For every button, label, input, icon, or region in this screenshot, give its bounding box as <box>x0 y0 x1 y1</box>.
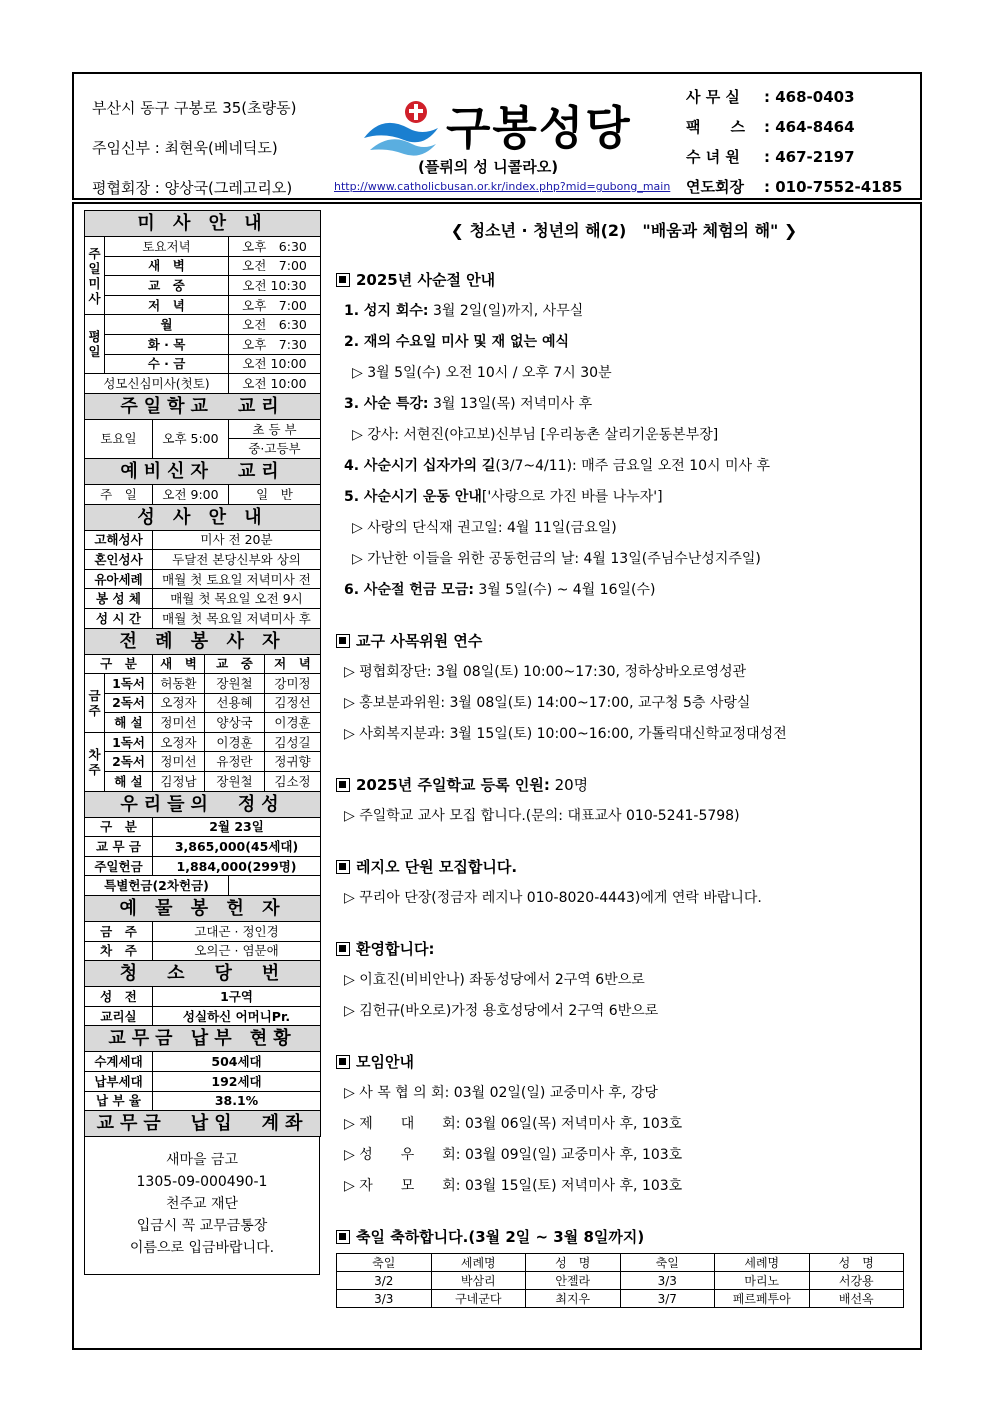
welcome-item: ▷ 이효진(비비안나) 좌동성당에서 2구역 6반으로 <box>344 972 645 988</box>
contact-row: 사 무 실 : 468-0403 <box>686 88 855 106</box>
mass-time: 오후 7:00 <box>229 295 321 315</box>
sacrament-name: 봉 성 체 <box>85 589 153 609</box>
lent-item: 2. 재의 수요일 미사 및 재 없는 예식 <box>344 334 569 350</box>
server-name: 장원철 <box>205 772 265 792</box>
server-name: 김소정 <box>265 772 321 792</box>
section-heading: 모임안내 <box>336 1051 912 1072</box>
parish-logo <box>334 86 676 196</box>
sacrament-desc: 두달전 본당신부와 상의 <box>153 550 321 570</box>
cleaning-group: 성실하신 어머니Pr. <box>153 1006 321 1026</box>
server-name: 김정선 <box>265 693 321 713</box>
left-column <box>84 210 320 1275</box>
offering-value: 2월 23일 <box>153 817 321 837</box>
servers-group-label: 차주 <box>85 732 105 791</box>
servers-title: 전 례 봉 사 자 <box>85 628 321 654</box>
address: 부산시 동구 구봉로 35(초량동) <box>92 99 297 117</box>
square-bullet-icon <box>336 1055 350 1069</box>
server-name: 선용혜 <box>205 693 265 713</box>
mass-time: 오전 10:00 <box>229 354 321 374</box>
contact-row: 수 녀 원 : 467-2197 <box>686 148 855 166</box>
lent-item: 1. 성지 회수: 3월 2일(일)까지, 사무실 <box>344 303 584 319</box>
server-name: 유정란 <box>205 752 265 772</box>
mass-name: 수 · 금 <box>105 354 229 374</box>
servers-header: 교 중 <box>205 654 265 674</box>
donor-week: 금 주 <box>85 922 153 942</box>
class-group: 일 반 <box>229 484 321 504</box>
offering-value: 3,865,000(45세대) <box>153 837 321 857</box>
sacrament-desc: 매월 첫 목요일 오전 9시 <box>153 589 321 609</box>
offering-name: 주일헌금 <box>85 856 153 876</box>
server-name: 장원철 <box>205 674 265 694</box>
diocese-item: ▷ 평협회장단: 3월 08일(토) 10:00~17:30, 정하상바오로영성관 <box>344 664 747 680</box>
class-time: 오전 9:00 <box>153 484 229 504</box>
weekday-mass-label: 평일 <box>85 315 105 374</box>
mass-name: 토요저녁 <box>105 237 229 257</box>
meeting-item: ▷ 성 우 회: 03월 09일(일) 교중미사 후, 103호 <box>344 1147 683 1163</box>
council-president: 평협회장 : 양상국(그레고리오) <box>92 179 293 197</box>
server-role: 해 설 <box>105 772 153 792</box>
feast-table <box>336 1253 904 1308</box>
server-name: 이경훈 <box>265 713 321 733</box>
class-day: 주 일 <box>85 484 153 504</box>
cleaning-group: 1구역 <box>153 987 321 1007</box>
donor-names: 고대곤 · 정인경 <box>153 922 321 942</box>
cleaning-place: 성 전 <box>85 987 153 1007</box>
donor-names: 오의근 · 염문애 <box>153 941 321 961</box>
dues-status-title: 교무금 납부 현황 <box>85 1026 321 1052</box>
legio-item: ▷ 꾸리아 단장(정금자 레지나 010-8020-4443)에게 연락 바랍니다. <box>344 890 762 906</box>
square-bullet-icon <box>336 942 350 956</box>
mass-time: 오전 7:00 <box>229 256 321 276</box>
lent-item: 5. 사순시기 운동 안내['사랑으로 가진 바를 나누자'] <box>344 489 663 505</box>
parish-name: 구봉성당 <box>446 101 632 155</box>
meeting-item: ▷ 자 모 회: 03월 15일(토) 저녁미사 후, 103호 <box>344 1178 683 1194</box>
pastor: 주임신부 : 최현욱(베네딕도) <box>92 139 278 157</box>
offering-value: 1,884,000(299명) <box>153 856 321 876</box>
mass-name: 교 중 <box>105 276 229 296</box>
mass-name: 화 · 목 <box>105 334 229 354</box>
server-name: 허동환 <box>153 674 205 694</box>
header-left-info <box>92 88 297 208</box>
lent-subitem: ▷ 3월 5일(수) 오전 10시 / 오후 7시 30분 <box>352 365 612 381</box>
mass-name: 성모신심미사(첫토) <box>85 374 229 394</box>
cleaning-place: 교리실 <box>85 1006 153 1026</box>
section-heading: 교구 사목위원 연수 <box>336 630 912 651</box>
dues-value: 504세대 <box>153 1052 321 1072</box>
server-name: 김정남 <box>153 772 205 792</box>
offering-name: 구 분 <box>85 817 153 837</box>
server-name: 정귀향 <box>265 752 321 772</box>
sacraments-title: 성 사 안 내 <box>85 504 321 530</box>
offering-name: 특별헌금(2차헌금) <box>85 876 229 896</box>
mass-time: 오전 10:00 <box>229 374 321 394</box>
square-bullet-icon <box>336 778 350 792</box>
sacrament-desc: 매월 첫 목요일 저녁미사 후 <box>153 608 321 628</box>
contact-row: 연도회장 : 010-7552-4185 <box>686 178 903 196</box>
account-info <box>84 1137 320 1275</box>
lent-subitem: ▷ 사랑의 단식재 권고일: 4월 11일(금요일) <box>352 520 617 536</box>
offering-name: 교 무 금 <box>85 837 153 857</box>
school-item: ▷ 주일학교 교사 모집 합니다.(문의: 대표교사 010-5241-5798) <box>344 808 740 824</box>
contact-row: 팩 스 : 464-8464 <box>686 118 855 136</box>
account-line: 새마을 금고 <box>165 1152 239 1169</box>
dues-value: 38.1% <box>153 1091 321 1111</box>
header-box <box>72 72 922 200</box>
dues-label: 납부세대 <box>85 1072 153 1092</box>
parish-patron: (플뤼의 성 니콜라오) <box>418 158 559 176</box>
account-title: 교무금 납입 계좌 <box>85 1111 321 1137</box>
sacrament-name: 유아세례 <box>85 569 153 589</box>
meeting-item: ▷ 사 목 협 의 회: 03월 02일(일) 교중미사 후, 강당 <box>344 1085 658 1101</box>
square-bullet-icon <box>336 860 350 874</box>
server-name: 이경훈 <box>205 732 265 752</box>
server-name: 오정자 <box>153 693 205 713</box>
table-row: 3/3 구네군다 최지우 3/7 페르페투아 배선옥 <box>337 1290 904 1308</box>
lent-subitem: ▷ 가난한 이들을 위한 공동헌금의 날: 4월 13일(주님수난성지주일) <box>352 551 761 567</box>
diocese-item: ▷ 사회복지분과: 3월 15일(토) 10:00~16:00, 가톨릭대신학교정대성전 <box>344 726 787 742</box>
mass-time: 오후 7:30 <box>229 334 321 354</box>
mass-name: 월 <box>105 315 229 335</box>
class-day: 토요일 <box>85 419 153 458</box>
class-time: 오후 5:00 <box>153 419 229 458</box>
dues-value: 192세대 <box>153 1072 321 1092</box>
class-group: 중·고등부 <box>229 439 321 459</box>
server-role: 해 설 <box>105 713 153 733</box>
header-contacts <box>686 82 902 202</box>
donor-week: 차 주 <box>85 941 153 961</box>
mass-time: 오전 10:30 <box>229 276 321 296</box>
meeting-item: ▷ 제 대 회: 03월 06일(목) 저녁미사 후, 103호 <box>344 1116 683 1132</box>
table-row: 축일 세례명 성 명 축일 세례명 성 명 <box>337 1254 904 1272</box>
dues-label: 납 부 율 <box>85 1091 153 1111</box>
mass-time: 오후 6:30 <box>229 237 321 257</box>
sacrament-name: 성 시 간 <box>85 608 153 628</box>
bulletin-body <box>72 202 922 1350</box>
section-heading: 축일 축하합니다.(3월 2일 ~ 3월 8일까지) <box>336 1226 912 1247</box>
mass-name: 새 벽 <box>105 256 229 276</box>
servers-header: 구 분 <box>85 654 153 674</box>
server-role: 1독서 <box>105 674 153 694</box>
servers-header: 새 벽 <box>153 654 205 674</box>
mass-name: 저 녁 <box>105 295 229 315</box>
lent-subitem: ▷ 강사: 서현진(야고보)신부님 [우리농촌 살리기운동본부장] <box>352 427 719 443</box>
sunday-mass-label: 주일미사 <box>85 237 105 315</box>
server-name: 김성길 <box>265 732 321 752</box>
square-bullet-icon <box>336 1230 350 1244</box>
mass-time: 오전 6:30 <box>229 315 321 335</box>
account-line: 천주교 재단 <box>165 1196 239 1213</box>
section-heading: 레지오 단원 모집합니다. <box>336 856 912 877</box>
catechumen-title: 예비신자 교리 <box>85 458 321 484</box>
account-line: 이름으로 입금바랍니다. <box>129 1240 275 1257</box>
square-bullet-icon <box>336 634 350 648</box>
server-name: 오정자 <box>153 732 205 752</box>
left-info-table <box>84 210 321 1137</box>
account-line: 입금시 꼭 교무금통장 <box>136 1218 268 1235</box>
server-name: 양상국 <box>205 713 265 733</box>
welcome-item: ▷ 김헌규(바오로)가정 용호성당에서 2구역 6반으로 <box>344 1003 659 1019</box>
server-name: 정미선 <box>153 752 205 772</box>
section-heading: 2025년 주일학교 등록 인원: 20명 <box>336 774 912 795</box>
parish-website-link[interactable]: http://www.catholicbusan.or.kr/index.php?mid=gubong_main <box>334 180 671 193</box>
lent-item: 4. 사순시기 십자가의 길(3/7~4/11): 매주 금요일 오전 10시 미사 후 <box>344 458 771 474</box>
server-name: 강미정 <box>265 674 321 694</box>
server-role: 1독서 <box>105 732 153 752</box>
dues-label: 수계세대 <box>85 1052 153 1072</box>
square-bullet-icon <box>336 273 350 287</box>
account-line: 1305-09-000490-1 <box>136 1174 268 1191</box>
offering-title: 우리들의 정성 <box>85 791 321 817</box>
server-role: 2독서 <box>105 693 153 713</box>
lent-item: 3. 사순 특강: 3월 13일(목) 저녁미사 후 <box>344 396 593 412</box>
right-column <box>336 218 912 1308</box>
table-row: 3/2 박삼리 안젤라 3/3 마리노 서강용 <box>337 1272 904 1290</box>
year-theme-banner: ❮ 청소년 · 청년의 해(2) "배움과 체험의 해" ❯ <box>450 221 798 240</box>
sacrament-name: 고해성사 <box>85 530 153 550</box>
sacrament-name: 혼인성사 <box>85 550 153 570</box>
server-role: 2독서 <box>105 752 153 772</box>
servers-header: 저 녁 <box>265 654 321 674</box>
cleaning-title: 청 소 당 번 <box>85 961 321 987</box>
sacrament-desc: 미사 전 20분 <box>153 530 321 550</box>
lent-item: 6. 사순절 헌금 모금: 3월 5일(수) ~ 4월 16일(수) <box>344 582 656 598</box>
server-name: 정미선 <box>153 713 205 733</box>
section-heading: 환영합니다: <box>336 938 912 959</box>
servers-group-label: 금주 <box>85 674 105 733</box>
offering-value <box>229 876 321 896</box>
section-heading: 2025년 사순절 안내 <box>336 269 912 290</box>
mass-title: 미 사 안 내 <box>85 211 321 237</box>
sunday-school-title: 주일학교 교리 <box>85 393 321 419</box>
parish-logo-icon <box>360 98 442 160</box>
class-group: 초 등 부 <box>229 419 321 439</box>
diocese-item: ▷ 홍보분과위원: 3월 08일(토) 14:00~17:00, 교구청 5층 사랑실 <box>344 695 751 711</box>
sacrament-desc: 매월 첫 토요일 저녁미사 전 <box>153 569 321 589</box>
gift-donors-title: 예 물 봉 헌 자 <box>85 896 321 922</box>
